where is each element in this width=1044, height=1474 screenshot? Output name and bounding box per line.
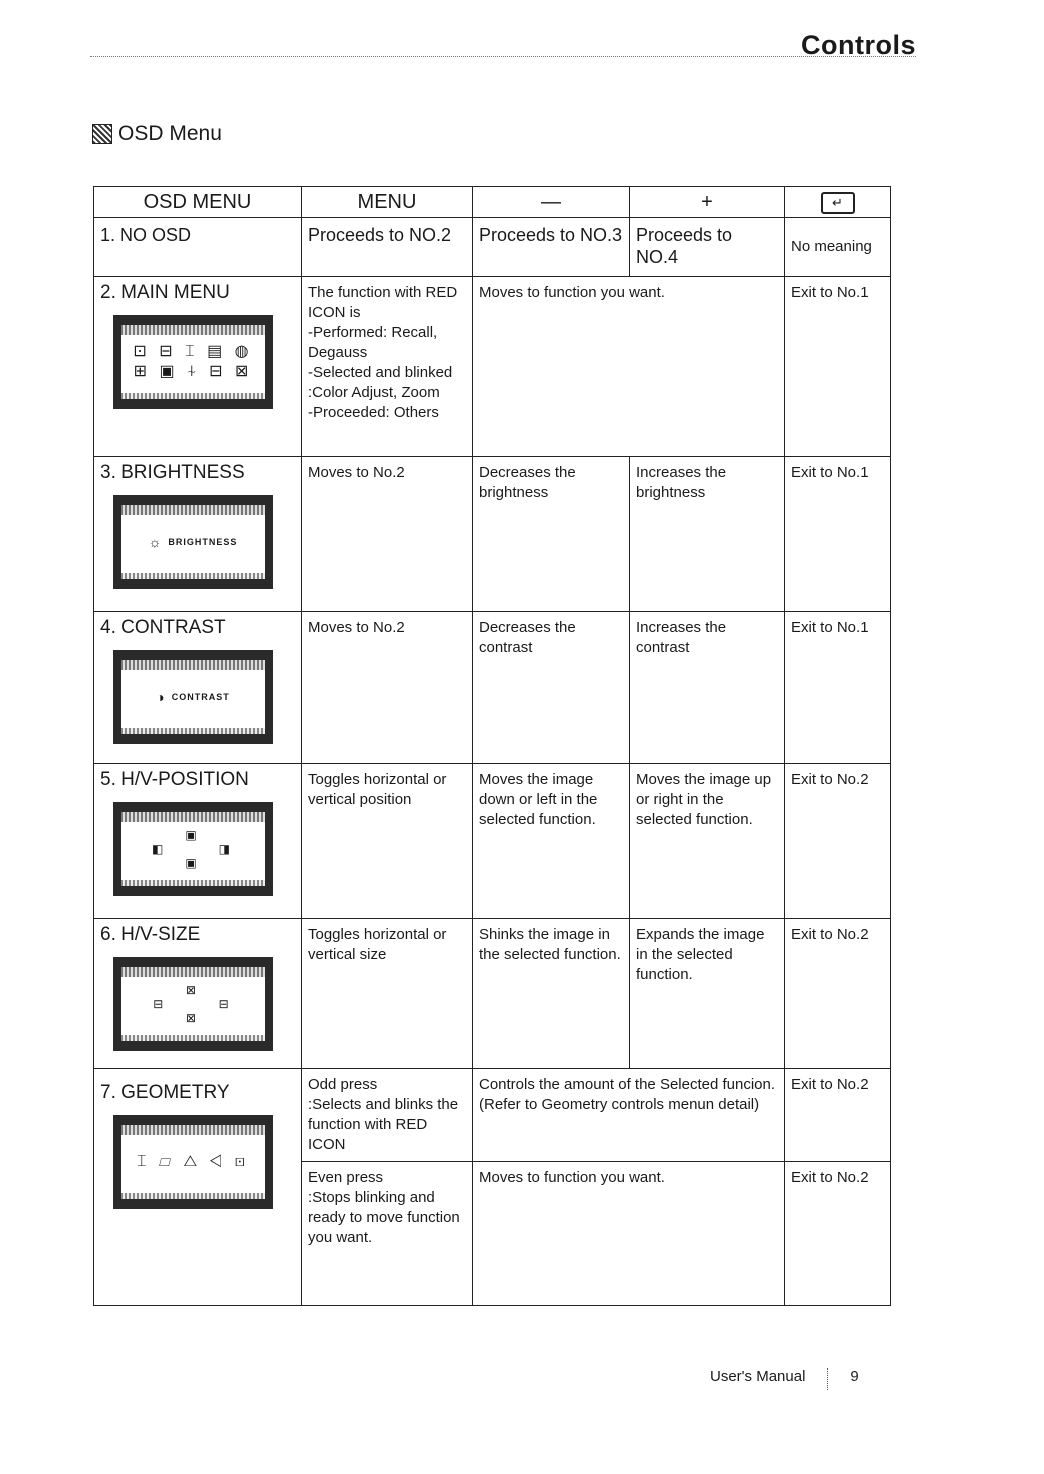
row-label: 2. MAIN MENU [100,282,230,303]
enter-cell: Exit to No.1 [785,277,891,457]
minus-plus-cell-even: Moves to function you want. [473,1162,785,1306]
plus-cell: Expands the image in the selected function. [630,919,785,1069]
menu-cell: Moves to No.2 [302,612,473,764]
geometry-screen [113,1115,273,1209]
brightness-screen: ☼ BRIGHTNESS [113,495,273,589]
table-row [94,218,891,277]
position-icons: ▣ ◧ ◨ ▣ [151,828,234,870]
size-icons: ⊠ ⊟ ⊟ ⊠ [153,983,233,1025]
minus-cell: Moves the image down or left in the selected function. [473,764,630,919]
sun-icon: ☼ [148,534,163,550]
enter-cell: Exit to No.2 [785,764,891,919]
table-row [94,277,891,457]
plus-cell: Increases the brightness [630,457,785,612]
enter-cell: Exit to No.1 [785,457,891,612]
header-rule [90,56,916,57]
minus-plus-cell-odd: Controls the amount of the Selected funcion. (Refer to Geometry controls menun detail) [473,1069,785,1162]
table-row [94,1069,891,1162]
page-number: 9 [850,1368,859,1385]
minus-cell: Proceeds to NO.3 [473,218,630,277]
row-label: 3. BRIGHTNESS [100,462,245,483]
section-bullet-icon [92,124,112,144]
enter-cell-odd: Exit to No.2 [785,1069,891,1162]
footer-manual: User's Manual [710,1368,806,1385]
contrast-screen: ◑ CONTRAST [113,650,273,744]
enter-cell-even: Exit to No.2 [785,1162,891,1306]
contrast-icon: ◑ [156,689,166,705]
menu-cell: Toggles horizontal or vertical position [302,764,473,919]
menu-cell-odd: Odd press :Selects and blinks the function with RED ICON [302,1069,473,1162]
plus-cell: Increases the contrast [630,612,785,764]
enter-cell: Exit to No.1 [785,612,891,764]
main-menu-icons-top: ⊡ ⊟ ⌶ ▤ ◍ [133,343,253,360]
position-screen [113,802,273,896]
osd-menu-table [93,186,891,1306]
minus-cell: Shinks the image in the selected function. [473,919,630,1069]
main-menu-icons-bottom: ⊞ ▣ ⍭ ⊟ ⊠ [133,363,253,380]
menu-cell: Toggles horizontal or vertical size [302,919,473,1069]
footer-divider [827,1368,828,1390]
table-row [94,612,891,764]
table-row [94,764,891,919]
table-header-row [94,187,891,218]
main-menu-screen [113,315,273,409]
section-title: OSD Menu [118,122,222,145]
row-label: 7. GEOMETRY [100,1082,230,1103]
section-heading [92,122,222,146]
geometry-icons: ⌶ ▱ △ ◁ ⊡ [137,1153,249,1170]
plus-cell: Proceeds to NO.4 [630,218,785,277]
minus-cell: Decreases the contrast [473,612,630,764]
row-label: 5. H/V-POSITION [100,769,249,790]
enter-cell: Exit to No.2 [785,919,891,1069]
menu-cell: Moves to No.2 [302,457,473,612]
menu-cell: Proceeds to NO.2 [302,218,473,277]
header-menu: MENU [302,187,473,218]
table-row [94,457,891,612]
page-title: Controls [801,30,916,60]
minus-cell: Decreases the brightness [473,457,630,612]
size-screen [113,957,273,1051]
table-row [94,919,891,1069]
row-label: 4. CONTRAST [100,617,226,638]
menu-cell-even: Even press :Stops blinking and ready to move function you want. [302,1162,473,1306]
plus-cell: Moves the image up or right in the selected function. [630,764,785,919]
enter-cell: No meaning [785,218,891,277]
header-osd-menu: OSD MENU [94,187,302,218]
row-label: 6. H/V-SIZE [100,924,201,945]
header-plus: + [630,187,785,218]
minus-plus-cell: Moves to function you want. [473,277,785,457]
header-minus: — [473,187,630,218]
enter-icon: ↵ [821,192,855,214]
header-enter [785,187,891,218]
menu-cell: The function with RED ICON is -Performed: Recall, Degauss -Selected and blinked :Color Adjust, Zoom -Proceeded: Others [302,277,473,457]
page-footer [710,1368,859,1390]
row-label: 1. NO OSD [94,218,302,277]
